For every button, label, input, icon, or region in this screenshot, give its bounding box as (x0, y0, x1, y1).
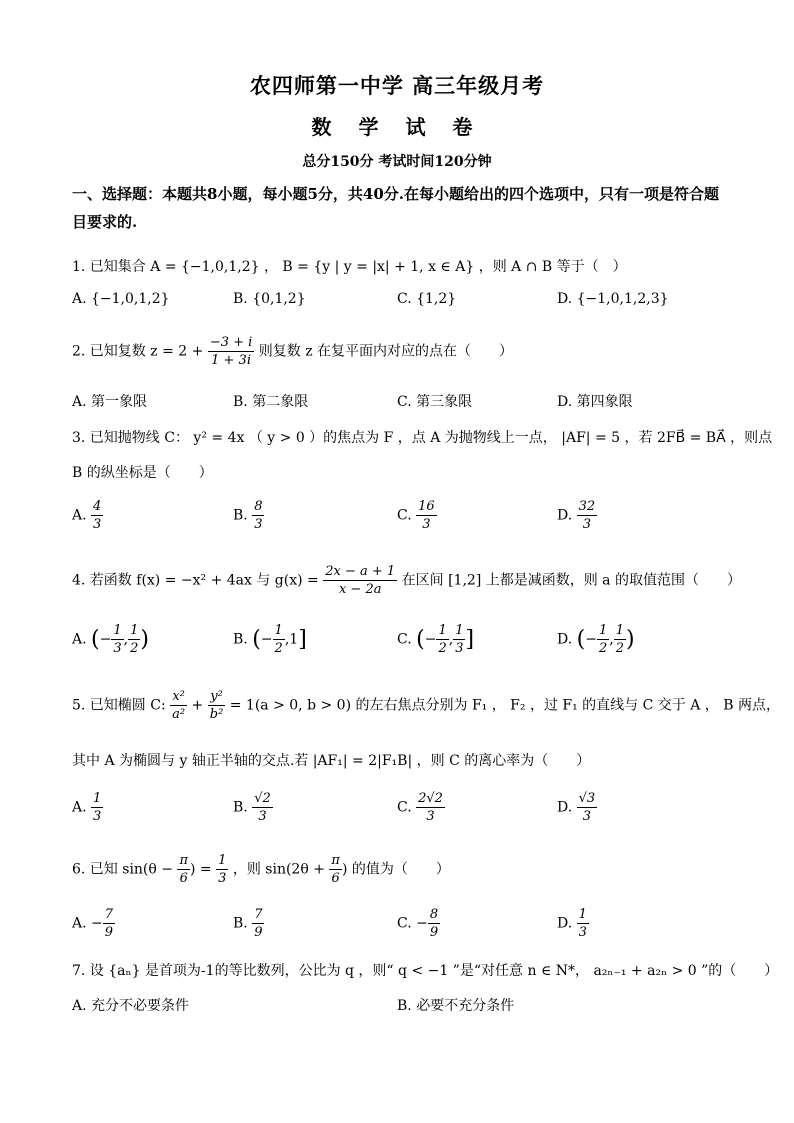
q5-c-frac (416, 790, 445, 825)
q1-option-a: A. {−1,0,1,2} (72, 291, 170, 307)
q5-f2-num: y² (208, 688, 226, 706)
q3-b-num: 8 (254, 499, 263, 514)
question-5-line1 (72, 688, 780, 723)
q4-a-num2: 1 (130, 623, 139, 638)
q4-a-frac2 (128, 622, 140, 657)
q6-frac-c (329, 852, 342, 887)
q7-option-a: A. 充分不必要条件 (72, 998, 190, 1014)
q4-a-right-bracket: ) (140, 627, 149, 652)
q4-a-left-bracket: ( (91, 627, 100, 652)
q5-frac-y (208, 688, 226, 723)
q4-b-label: B. (233, 631, 248, 648)
q3-d-label: D. (557, 507, 573, 524)
q6-mid: ) = (190, 861, 217, 878)
q6-mid2: ，则 sin(2θ + (228, 861, 330, 878)
q4-a-num1: 1 (113, 623, 122, 638)
q4-c-right-bracket: ] (465, 627, 475, 652)
q6-frac-a (177, 852, 190, 887)
q6-c-num-opt: 8 (429, 907, 439, 922)
section-heading: 一、选择题：本题共8小题，每小题5分，共40分.在每小题给出的四个选项中，只有一项是符合题目要求的. (72, 185, 719, 231)
q5-d-den: 3 (582, 809, 592, 824)
q4-d-right-bracket: ) (625, 627, 635, 652)
q3-b-frac (252, 498, 264, 533)
q4-d-num1: 1 (598, 623, 608, 638)
q3-c-frac (416, 498, 437, 533)
q4-frac-den: x − 2a (338, 582, 382, 597)
q4-fraction (323, 563, 397, 598)
q6-c-num: π (331, 853, 340, 868)
q4-c-frac1 (436, 622, 448, 657)
q6-c-frac (428, 906, 440, 941)
q6-a-den: 6 (179, 871, 188, 886)
q4-b-num2: 1 (289, 631, 299, 648)
q6-b-den-opt: 9 (254, 925, 263, 940)
q3-a-num: 4 (93, 499, 102, 514)
q3-c-den: 3 (422, 517, 431, 532)
q4-d-frac1 (597, 622, 609, 657)
q4-b-frac1 (273, 622, 285, 657)
q6-option-a (72, 906, 115, 941)
q2-fraction (208, 334, 254, 369)
q3-option-a (72, 498, 103, 533)
q6-c-sign: − (416, 915, 428, 932)
q4-c-den2: 3 (455, 641, 464, 656)
q4-c-label: C. (397, 631, 412, 648)
q6-option-c (397, 906, 440, 941)
q6-d-den-opt: 3 (578, 925, 587, 940)
q6-c-label: C. (397, 915, 412, 932)
q2-frac-den: 1 + 3i (211, 353, 251, 368)
q4-d-num2: 1 (615, 623, 624, 638)
q6-b-den: 3 (218, 871, 227, 886)
q2-option-d: D. 第四象限 (557, 394, 633, 410)
exam-info: 总分150分 考试时间120分钟 (302, 154, 492, 170)
q4-suffix: 在区间 [1,2] 上都是减函数，则 a 的取值范围（ ） (397, 572, 741, 589)
q6-d-num-opt: 1 (578, 907, 587, 922)
q4-b-right-bracket: ] (298, 627, 307, 652)
q3-option-b (233, 498, 264, 533)
q4-option-d: D. (− $\frac{1}{2}$ , $\frac{1}{2}$ ) (557, 623, 635, 656)
q4-c-num2: 1 (455, 623, 464, 638)
q5-c-num: 2√2 (418, 791, 443, 806)
q4-b-den1: 2 (274, 641, 283, 656)
q5-c-label: C. (397, 799, 412, 816)
q6-b-num-opt: 7 (254, 907, 263, 922)
q3-d-frac (577, 498, 598, 533)
q5-f1-num: x² (170, 688, 187, 706)
q4-option-c: C. (− $\frac{1}{2}$ , $\frac{1}{3}$ ] (397, 623, 475, 656)
q5-f1-den: a² (172, 707, 186, 722)
q3-option-c (397, 498, 437, 533)
q4-frac-num: 2x − a + 1 (325, 564, 396, 579)
q2-option-c: C. 第三象限 (397, 394, 473, 410)
q5-d-num: √3 (578, 791, 596, 806)
q6-d-frac (577, 906, 589, 941)
q4-d-den1: 2 (598, 641, 608, 656)
q4-c-den1: 2 (438, 641, 447, 656)
q6-suffix: ) 的值为（ ） (341, 861, 450, 878)
q5-plus: + (187, 697, 208, 714)
q5-prefix: 5. 已知椭圆 C: (72, 697, 171, 714)
q5-c-den: 3 (426, 809, 435, 824)
question-2-stem (72, 334, 513, 369)
q2-option-b: B. 第二象限 (233, 394, 309, 410)
q6-a-num: π (179, 853, 189, 868)
q3-c-label: C. (397, 507, 412, 524)
q5-b-label: B. (233, 799, 248, 816)
question-7-stem: 7. 设 {aₙ} 是首项为-1的等比数列，公比为 q ，则“ q < −1 ”是“对任意 n ∈ N*， a₂ₙ₋₁ + a₂ₙ > 0 ”的（ ） (72, 963, 779, 979)
q4-option-b: B. (− $\frac{1}{2}$ ,1] (233, 623, 307, 656)
q7-option-b: B. 必要不充分条件 (397, 998, 515, 1014)
q6-option-b (233, 906, 264, 941)
q6-a-den-opt: 9 (104, 925, 114, 940)
q4-d-left-bracket: ( (576, 627, 586, 652)
q6-b-label: B. (233, 915, 248, 932)
q3-d-num: 32 (578, 499, 596, 514)
q5-f2-den: b² (209, 707, 224, 722)
q6-a-frac (103, 906, 115, 941)
q4-c-left-bracket: ( (416, 627, 425, 652)
q5-option-d (557, 790, 597, 825)
q2-prefix: 2. 已知复数 z = 2 + (72, 343, 208, 360)
q4-a-den1: 3 (113, 641, 122, 656)
q1-option-c: C. {1,2} (397, 291, 457, 307)
q5-a-num: 1 (93, 791, 102, 806)
q4-prefix: 4. 若函数 f(x) = −x² + 4ax 与 g(x) = (72, 572, 324, 589)
q3-c-num: 16 (418, 499, 435, 514)
q6-c-den: 6 (331, 871, 340, 886)
q5-b-frac (252, 790, 273, 825)
q5-b-num: √2 (254, 791, 271, 806)
q5-a-label: A. (72, 799, 87, 816)
q1-option-d: D. {−1,0,1,2,3} (557, 291, 669, 307)
q4-option-a: A. (− $\frac{1}{3}$ , $\frac{1}{2}$ ) (72, 623, 149, 656)
q5-a-den: 3 (93, 809, 102, 824)
q1-option-b: B. {0,1,2} (233, 291, 306, 307)
q2-frac-num: −3 + i (209, 335, 253, 350)
q4-a-label: A. (72, 631, 87, 648)
q3-option-d (557, 498, 597, 533)
q3-b-label: B. (233, 507, 248, 524)
q5-frac-x (170, 688, 187, 723)
question-5-line2: 其中 A 为椭圆与 y 轴正半轴的交点.若 |AF₁| = 2|F₁B| ，则 C 的离心率为（ ） (72, 753, 591, 769)
q6-b-num: 1 (218, 853, 227, 868)
q6-option-d (557, 906, 589, 941)
q6-d-label: D. (557, 915, 573, 932)
q4-b-left-bracket: ( (252, 627, 261, 652)
q4-d-label: D. (557, 631, 573, 648)
q4-c-frac2 (453, 622, 465, 657)
q4-d-den2: 2 (615, 641, 624, 656)
q6-frac-b (216, 852, 228, 887)
q6-prefix: 6. 已知 sin(θ − (72, 861, 178, 878)
q4-d-frac2 (614, 622, 626, 657)
q4-b-num1: 1 (274, 623, 283, 638)
q4-a-frac1 (111, 622, 123, 657)
q5-d-frac (577, 790, 598, 825)
question-4-stem (72, 563, 741, 598)
q6-b-frac (252, 906, 264, 941)
exam-subject-title: 数 学 试 卷 (311, 115, 483, 139)
q3-a-label: A. (72, 507, 87, 524)
q5-b-den: 3 (258, 809, 267, 824)
question-3-line2: B 的纵坐标是（ ） (72, 465, 213, 481)
q4-a-den2: 2 (130, 641, 139, 656)
q2-suffix: 则复数 z 在复平面内对应的点在（ ） (254, 343, 514, 360)
q3-d-den: 3 (582, 517, 592, 532)
q5-a-frac (91, 790, 103, 825)
q5-option-a (72, 790, 103, 825)
q5-d-label: D. (557, 799, 573, 816)
q5-option-c (397, 790, 445, 825)
question-1-stem: 1. 已知集合 A = {−1,0,1,2} ， B = {y | y = |x| + 1, x ∈ A} ，则 A ∩ B 等于（ ） (72, 259, 627, 275)
question-6-stem (72, 852, 450, 887)
q6-a-label: A. (72, 915, 87, 932)
exam-school-title: 农四师第一中学 高三年级月考 (249, 73, 545, 98)
q2-option-a: A. 第一象限 (72, 394, 148, 410)
q3-a-frac (91, 498, 103, 533)
q3-b-den: 3 (254, 517, 263, 532)
q5-option-b (233, 790, 273, 825)
q4-c-num1: 1 (438, 623, 447, 638)
question-3-line1: 3. 已知抛物线 C： y² = 4x （ y > 0 ）的焦点为 F ，点 A 为抛物线上一点， |AF| = 5 ，若 2FB⃗ = BA⃗ ，则点 (72, 430, 773, 446)
q3-a-den: 3 (93, 517, 102, 532)
q6-a-sign: − (91, 915, 103, 932)
q6-c-den-opt: 9 (429, 925, 439, 940)
q6-a-num-opt: 7 (104, 907, 114, 922)
q5-suffix: = 1(a > 0, b > 0) 的左右焦点分别为 F₁ ， F₂ ，过 F₁ 的直线与 C 交于 A ， B 两点， (225, 697, 780, 714)
